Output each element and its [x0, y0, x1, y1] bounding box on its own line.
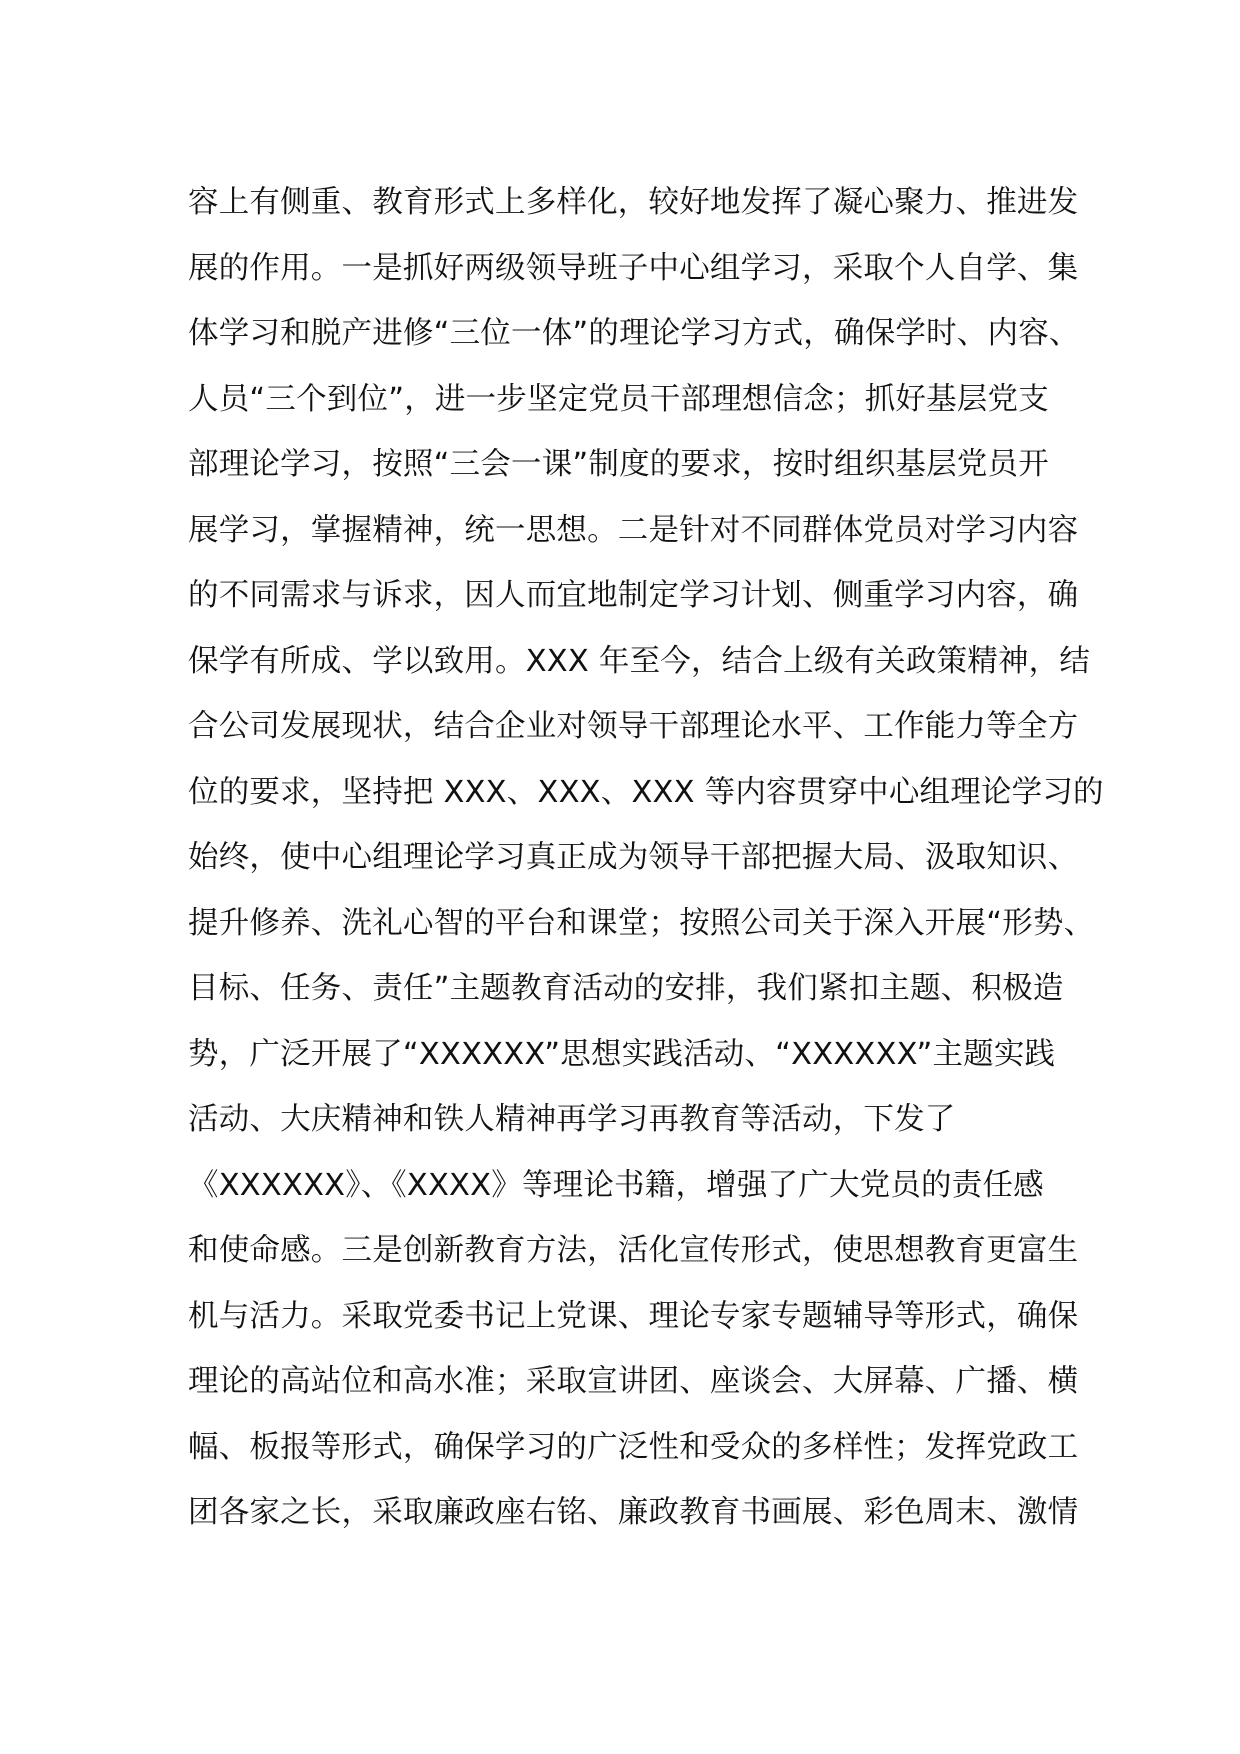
text-line: 始终，使中心组理论学习真正成为领导干部把握大局、汲取知识、	[188, 840, 1079, 875]
text-line: 团各家之长，采取廉政座右铭、廉政教育书画展、彩色周末、激情	[188, 1495, 1079, 1530]
text-line: 合公司发展现状，结合企业对领导干部理论水平、工作能力等全方	[188, 709, 1079, 744]
text-line: 人员“三个到位”，进一步坚定党员干部理想信念；抓好基层党支	[188, 381, 1049, 417]
text-line: 理论的高站位和高水准；采取宣讲团、座谈会、大屏幕、广播、横	[188, 1364, 1079, 1399]
text-line: 和使命感。三是创新教育方法，活化宣传形式，使思想教育更富生	[188, 1233, 1079, 1268]
text-line: 的不同需求与诉求，因人而宜地制定学习计划、侧重学习内容，确	[188, 578, 1079, 613]
text-line: 幅、板报等形式，确保学习的广泛性和受众的多样性；发挥党政工	[188, 1429, 1079, 1465]
text-line: 位的要求，坚持把 XXX、XXX、XXX 等内容贯穿中心组理论学习的	[188, 774, 1104, 810]
body-paragraph	[188, 170, 1104, 1546]
text-line: 展的作用。一是抓好两级领导班子中心组学习，采取个人自学、集	[188, 250, 1079, 286]
text-line: 部理论学习，按照“三会一课”制度的要求，按时组织基层党员开	[188, 447, 1049, 482]
text-line: 展学习，掌握精神，统一思想。二是针对不同群体党员对学习内容	[188, 512, 1079, 548]
text-line: 提升修养、洗礼心智的平台和课堂；按照公司关于深入开展“形势、	[188, 905, 1095, 941]
text-line: 活动、大庆精神和铁人精神再学习再教育等活动，下发了	[188, 1102, 956, 1137]
text-line: 目标、任务、责任”主题教育活动的安排，我们紧扣主题、积极造	[188, 971, 1064, 1006]
text-line: 保学有所成、学以致用。XXX 年至今，结合上级有关政策精神，结	[188, 643, 1091, 679]
text-line: 机与活力。采取党委书记上党课、理论专家专题辅导等形式，确保	[188, 1298, 1079, 1334]
text-line: 《XXXXXX》、《XXXX》等理论书籍，增强了广大党员的责任感	[188, 1167, 1044, 1203]
text-line: 势，广泛开展了“XXXXXX”思想实践活动、“XXXXXX”主题实践	[188, 1036, 1056, 1072]
text-line: 容上有侧重、教育形式上多样化，较好地发挥了凝心聚力、推进发	[188, 185, 1079, 220]
text-line: 体学习和脱产进修“三位一体”的理论学习方式，确保学时、内容、	[188, 316, 1080, 351]
